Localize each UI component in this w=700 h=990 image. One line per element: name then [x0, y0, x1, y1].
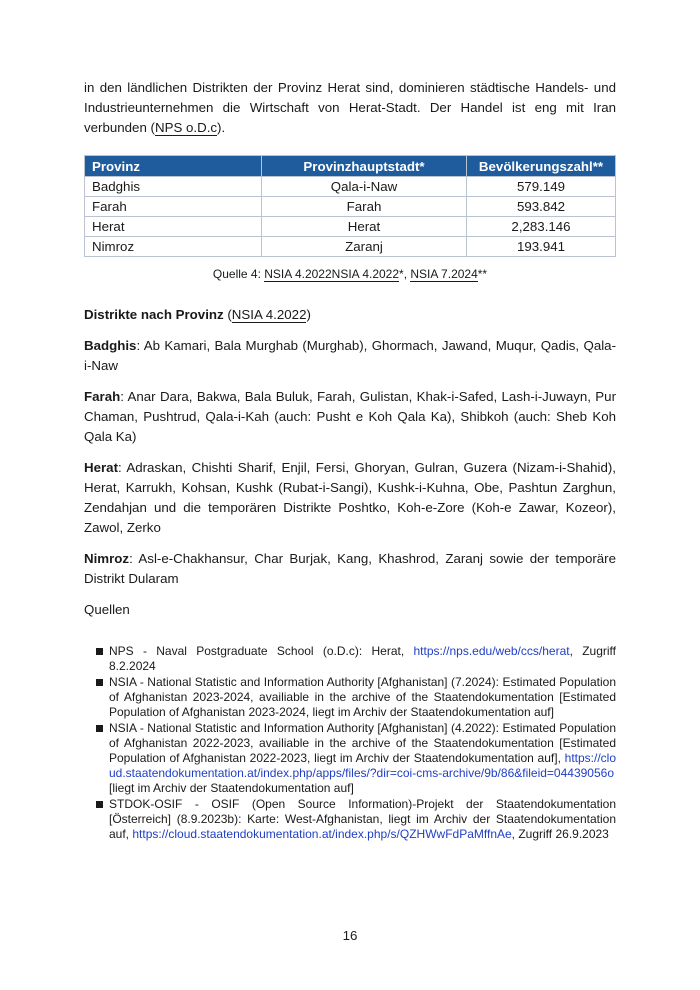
ref-nsia-7-2024[interactable]: NSIA 7.2024 [410, 267, 478, 281]
list-item [96, 675, 616, 720]
table-cell: 579.149 [467, 177, 616, 197]
intro-text: in den ländlichen Distrikten der Provinz Herat sind, dominieren städtische Handels- und Industrieunternehmen die Wirtschaft von Herat-Stadt. Der Handel ist eng mit Iran verbunden ( [84, 80, 616, 135]
ref-nps[interactable]: NPS o.D.c [154, 120, 218, 135]
district-name: Nimroz [84, 551, 130, 566]
districts-heading-close: ) [306, 307, 311, 322]
square-bullet-icon [96, 725, 103, 732]
source-text: NPS - Naval Postgraduate School (o.D.c): Herat, [109, 644, 414, 658]
ref-districts-nsia[interactable]: NSIA 4.2022 [231, 307, 307, 322]
table-cell: 193.941 [467, 237, 616, 257]
table-row [85, 197, 616, 217]
source-link[interactable]: https://nps.edu/web/ccs/herat [413, 644, 570, 658]
source-link[interactable]: https://cloud.staatendokumentation.at/index.php/s/QZHWwFdPaMffnAe [132, 827, 512, 841]
list-item [96, 644, 616, 674]
header-provinzhauptstadt: Provinzhauptstadt* [262, 156, 467, 177]
table-caption [84, 265, 616, 283]
square-bullet-icon [96, 648, 103, 655]
caption-prefix: Quelle 4: [212, 267, 265, 281]
page-number: 16 [342, 928, 358, 943]
table-cell: Zaranj [262, 237, 467, 257]
table-row [85, 237, 616, 257]
province-table [84, 155, 616, 257]
ref-nsia-4-2022[interactable]: NSIA 4.2022NSIA 4.2022 [264, 267, 400, 281]
intro-after: ). [217, 120, 226, 135]
table-cell: 2,283.146 [467, 217, 616, 237]
table-cell: 593.842 [467, 197, 616, 217]
district-list: : Adraskan, Chishti Sharif, Enjil, Fersi, Ghoryan, Gulran, Guzera (Nizam-i-Shahid), Herat, Karrukh, Kohsan, Kushk (Rubat-i-Sangi), Kushk-i-Kuhna, Obe, Pashtun Zarghun, Zendahjan und die temporären Distrikte Poshtko, Koh-e-Zore (Koh-e Zawar, Kozeor), Zawol, Zerko [84, 460, 616, 535]
districts-heading-label: Distrikte nach Provinz [84, 307, 224, 322]
caption-suffix: ** [477, 267, 488, 281]
district-list: : Anar Dara, Bakwa, Bala Buluk, Farah, Gulistan, Khak-i-Safed, Lash-i-Juwayn, Pur Chaman, Pushtrud, Qala-i-Kah (auch: Pusht e Koh Qala Ka), Shibkoh (auch: Sheb Koh Qala Ka) [84, 389, 616, 444]
source-text: STDOK-OSIF - OSIF (Open Source Information)-Projekt der Staatendokumentation [Österreich] (8.9.2023b): Karte: West-Afghanistan, liegt im Archiv der Staatendokumentation auf, [109, 797, 616, 841]
districts-heading [84, 305, 616, 325]
district-list: : Ab Kamari, Bala Murghab (Murghab), Ghormach, Jawand, Muqur, Qadis, Qala-i-Naw [84, 338, 616, 373]
districts-heading-open: ( [223, 307, 232, 322]
source-after: [liegt im Archiv der Staatendokumentation auf] [109, 781, 354, 795]
district-name: Farah [84, 389, 121, 404]
table-row [85, 217, 616, 237]
header-provinz: Provinz [85, 156, 262, 177]
district-list: : Asl-e-Chakhansur, Char Burjak, Kang, Khashrod, Zaranj sowie der temporäre Distrikt Dularam [84, 551, 616, 586]
table-header-row [85, 156, 616, 177]
district-nimroz [84, 549, 616, 589]
table-cell: Qala-i-Naw [262, 177, 467, 197]
table-cell: Farah [85, 197, 262, 217]
sources-label: Quellen [84, 602, 130, 617]
district-name: Badghis [84, 338, 137, 353]
district-farah [84, 387, 616, 447]
district-herat [84, 458, 616, 538]
source-text: NSIA - National Statistic and Information Authority [Afghanistan] (7.2024): Estimated Population of Afghanistan 2023-2024, availiable in the archive of the Staatendokumentation [Estimated Population of Afghanistan 2023-2024, liegt im Archiv der Staatendokumentation auf] [109, 675, 616, 719]
list-item [96, 797, 616, 842]
table-cell: Farah [262, 197, 467, 217]
document-page [84, 78, 616, 843]
table-cell: Herat [262, 217, 467, 237]
table-row [85, 177, 616, 197]
district-badghis [84, 336, 616, 376]
header-bevoelkerungszahl: Bevölkerungszahl** [467, 156, 616, 177]
caption-mid: *, [399, 267, 411, 281]
table-cell: Badghis [85, 177, 262, 197]
source-text: NSIA - National Statistic and Information Authority [Afghanistan] (4.2022): Estimated Population of Afghanistan 2022-2023, availiable in the archive of the Staatendokumentation [Estimated Population of Afghanistan 2022-2023, liegt im Archiv der Staatendokumentation auf], [109, 721, 616, 765]
source-after: , Zugriff 26.9.2023 [511, 827, 609, 841]
intro-paragraph [84, 78, 616, 138]
sources-list [84, 644, 616, 842]
source-link[interactable]: https://cloud.staatendokumentation.at/index.php/apps/files/?dir=coi-cms-archive/9b/86&fileid=04439056o [109, 751, 616, 780]
source-after: , Zugriff 8.2.2024 [109, 644, 616, 673]
square-bullet-icon [96, 801, 103, 808]
square-bullet-icon [96, 679, 103, 686]
table-cell: Herat [85, 217, 262, 237]
district-name: Herat [84, 460, 118, 475]
list-item [96, 721, 616, 796]
table-cell: Nimroz [85, 237, 262, 257]
